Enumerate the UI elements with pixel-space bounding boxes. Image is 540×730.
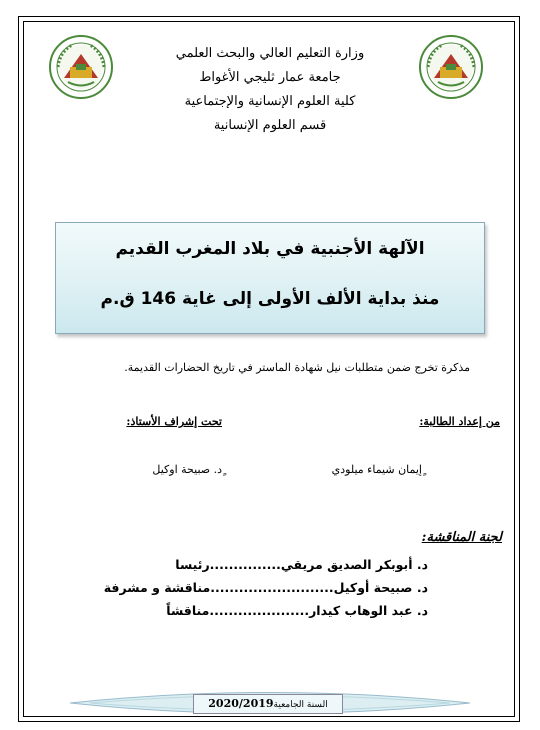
university-name: جامعة عمار ثليجي الأغواط: [199, 70, 341, 85]
student-name: ٍإيمان شيماء ميلودي: [331, 463, 422, 476]
supervisor-label: تحت إشراف الأستاذ:: [126, 415, 222, 428]
academic-year-label: السنة الجامعية: [273, 700, 328, 710]
memo-statement: مذكرة تخرج ضمن متطلبات نيل شهادة الماستر في تاريخ الحضارات القديمة.: [124, 361, 470, 374]
institution-header: [130, 42, 410, 138]
ministry-name: وزارة التعليم العالي والبحث العلمي: [175, 46, 365, 61]
thesis-title-line2: منذ بداية الألف الأولى إلى غاية 146 ق.م: [100, 289, 440, 309]
faculty-name: كلية العلوم الإنسانية والإجتماعية: [184, 94, 356, 109]
committee-member: د. عبد الوهاب كيدار.....................مناقشاً: [166, 603, 428, 618]
committee-member: د. صبيحة أوكيل..........................مناقشة و مشرفة: [103, 580, 428, 595]
department-name: قسم العلوم الإنسانية: [213, 118, 327, 133]
committee-title: لجنة المناقشة:: [421, 530, 502, 545]
committee-member: د. أبوبكر الصديق مريقي...............رئيسا: [175, 557, 428, 572]
thesis-title-line1: الآلهة الأجنبية في بلاد المغرب القديم: [115, 239, 425, 259]
committee-members: [104, 553, 428, 622]
supervisor-name: ٍد. صبيحة اوكيل: [152, 463, 222, 476]
university-logo-right: [418, 34, 484, 100]
university-logo-left: [48, 34, 114, 100]
academic-year-value: 2020/2019: [208, 697, 274, 710]
thesis-title-box: [55, 222, 485, 334]
student-label: من إعداد الطالبة:: [419, 415, 500, 428]
academic-year-box: [193, 694, 343, 714]
academic-year-area: [70, 684, 470, 722]
